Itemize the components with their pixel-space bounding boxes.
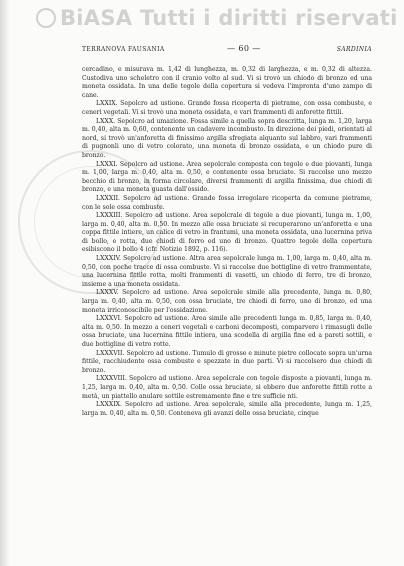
paragraph: LXXXV. Sepolcro ad ustione. Area sepolcrale simile alla precedente, lunga m. 0,80, larga m. 0,40, alta m. 0,50, con ossa bruciate, tre chiodi di ferro, uno di bronzo, ed una moneta irriconoscibile per l'ossidazione.: [82, 289, 372, 314]
watermark-text: BiASA Tutti i diritti riservati: [60, 6, 398, 30]
paragraph: LXXX. Sepolcro ad umazione. Fossa simile a quella sopra descritta, lunga m. 1,20, larga m. 0,40, alta m. 0,60, contenente un cadavere incombusto. In direzione dei piedi, orientati al nord, si trovò un'anforetta di finissimo argilla sfregiata alquanto sul labbro, vari frammenti di pugnonli uno di vetro colorato, una moneta di bronzo ossidata, e un chiodo pure di bronzo.: [82, 117, 372, 159]
header-left-title: TERRANOVA FAUSANIA: [82, 46, 165, 53]
paragraph: LXXXVI. Sepolcro ad ustione. Area simile alle precedenti lunga m. 0,85, larga m. 0,40, alta m. 0,50. In mezzo a ceneri vegetali e carboni decomposti, comparvero i rimasugli delle ossa bruciate, una lucernina fittile intiera, una scodella di argilla fine ed a pareti sottili, e due bottigline di vetro rotte.: [82, 315, 372, 348]
paragraph: LXXXVIII. Sepolcro ad ustione. Area sepolcrale con tegole disposte a piovanti, lunga m. 1,25, larga m. 0,40, alta m. 0,50. Colle ossa bruciate, si ebbero due anforette fittili rotte a metà, un piattello anulare sottile estremamente fine e tre sufficie nti.: [82, 375, 372, 400]
page-number: — 60 —: [227, 44, 261, 53]
paragraph: LXXXIX. Sepolcro ad ustione. Area sepolcrale, simile alla precedente, lunga m. 1,25, larga m. 0,40, alta m. 0,50. Conteneva gli avanzi delle ossa bruciate, cinque: [82, 401, 372, 417]
watermark-logo-icon: [36, 8, 56, 28]
paragraph: LXXXIII. Sepolcro ad ustione. Area sepolcrale di tegole a due piovanti, lunga m. 1,00, larga m. 0,40, alta m. 0,50. In mezzo alle ossa bruciate si recuperarono un'anforetta e una coppa fittile intiere, un calice di vetro in frantumi, una moneta ossidata, una lucernina priva di bollo, e rotta, due chiodi di ferro ed uno di bronzo. Quattro tegole della copertura esibiscono il bollo 4 (cfr. Notizie 1892, p. 116).: [82, 212, 372, 254]
paragraph: LXXXII. Sepolcro ad ustione. Grande fossa irregolare ricoperta da comune pietrame, con le sole ossa combuste.: [82, 194, 372, 211]
paragraph: LXXXVII. Sepolcro ad ustione. Tumulo di grosse e minute pietre collocate sopra un'urna fittile, racchiudente ossa combuste e spezzate in due parti. Vi si raccolsero due chiodi di bronzo.: [82, 349, 372, 374]
paragraph: LXXXI. Sepolcro ad ustione. Area sepolcrale composta con tegole e due piovanti, lunga m. 1,00, larga m. 0,40, alta m. 0,50, e contenente ossa bruciate. Si raccolse uno mezzo becchio di bronzo, in forma circolare, diversi frammenti di argilla finissima, due chiodi di bronzo, e una moneta guasta dall'ossido.: [82, 160, 372, 194]
paragraph: cercadino, e misurava m. 1,42 di lunghezza, m. 0,32 di larghezza, e m. 0,32 di altezza. Custodiva uno scheletro con il cranio volto al sud. Vi si trovò un chiodo di bronzo ed una moneta ossidata. In una delle tegole della copertura si vedeva l'impronta d'uno zampo di cane.: [82, 66, 372, 99]
scan-edge-shadow: [0, 0, 10, 566]
paragraph: LXXXIV. Sepolcro ad ustione. Altra area sepolcrale lunga m. 1,00, larga m. 0,40, alta m. 0,50, con poche tracce di ossa combuste. Vi si raccolse due bottigline di vetro frammentate, una lucernina fittile rotta, molti frammenti di vasetti, un chiodo di ferro, tre di bronzo, insieme a una moneta ossidata.: [82, 255, 372, 288]
page-header: [82, 44, 372, 58]
document-body: [82, 66, 372, 418]
paragraph: LXXIX. Sepolcro ad ustione. Grande fossa ricoperta di pietrame, con ossa combuste, e ceneri vegetali. Vi si trovò una moneta ossidata, e vari frammenti di anforette fittili.: [82, 100, 372, 116]
header-right-title: SARDINIA: [336, 46, 372, 53]
